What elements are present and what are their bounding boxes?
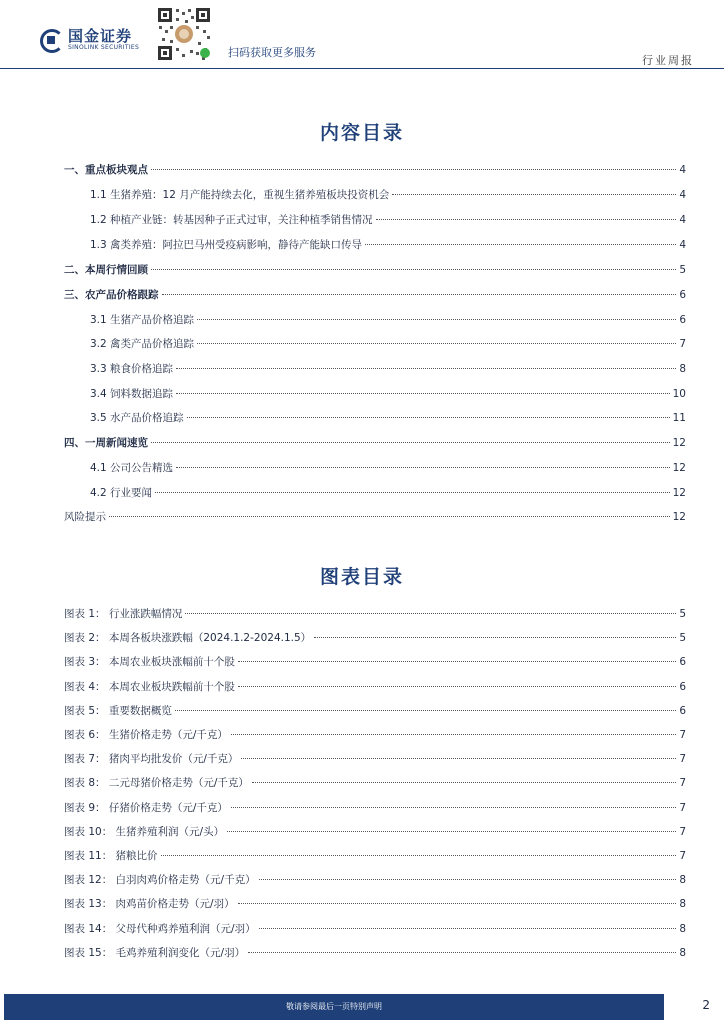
figure-leader-dots (238, 661, 676, 662)
toc-entry-label: 二、本周行情回顾 (64, 264, 148, 276)
toc-leader-dots (365, 244, 676, 245)
figure-entry-label: 图表 4： 本周农业板块跌幅前十个股 (64, 680, 235, 693)
toc-leader-dots (187, 417, 670, 418)
toc-leader-dots (176, 393, 670, 394)
toc-entry-label: 4.2 行业要闻 (90, 487, 153, 499)
toc-entry-page: 5 (679, 264, 686, 276)
figure-entry[interactable] (64, 751, 686, 766)
contents-title: 内容目录 (319, 122, 404, 144)
toc-leader-dots (197, 343, 676, 344)
figure-leader-dots (241, 758, 676, 759)
toc-leader-dots (176, 467, 670, 468)
toc-entry-label: 风险提示 (64, 511, 106, 523)
toc-entry-label: 4.1 公司公告精选 (90, 462, 174, 474)
toc-entry-page: 8 (679, 363, 686, 375)
figure-entry-page: 6 (679, 704, 686, 717)
figure-entry[interactable] (64, 824, 686, 839)
header-divider (0, 68, 724, 69)
figure-entry-page: 8 (679, 922, 686, 935)
figure-entry-page: 8 (679, 946, 686, 959)
figure-entry[interactable] (64, 921, 686, 936)
figure-entry-label: 图表 3： 本周农业板块涨幅前十个股 (64, 656, 235, 669)
figure-entry-label: 图表 8： 二元母猪价格走势（元/千克） (64, 777, 249, 790)
figure-entry-label: 图表 11： 猪粮比价 (64, 850, 158, 862)
toc-entry-page: 4 (679, 214, 686, 226)
toc-entry-label: 3.1 生猪产品价格追踪 (90, 314, 195, 326)
figure-entry[interactable] (64, 703, 686, 718)
figure-entry[interactable] (64, 606, 686, 621)
toc-entry-page: 4 (679, 189, 686, 201)
figure-entry-page: 7 (679, 753, 686, 766)
footer-disclaimer: 敬请参阅最后一页特别声明 (286, 1002, 382, 1011)
figure-entry-page: 7 (679, 825, 686, 838)
toc-entry-label: 四、一周新闻速览 (64, 437, 148, 449)
figure-entry-label: 图表 7： 猪肉平均批发价（元/千克） (64, 753, 239, 766)
figure-entry[interactable] (64, 945, 686, 960)
report-type: 行业周报 (642, 54, 694, 67)
toc-entry-page: 11 (672, 412, 686, 424)
figure-leader-dots (175, 710, 676, 711)
toc-leader-dots (151, 442, 670, 443)
toc-entry-label: 3.3 粮食价格追踪 (90, 363, 174, 375)
figure-entry-page: 8 (679, 898, 686, 911)
toc-entry-page: 12 (672, 487, 686, 499)
toc-entry[interactable] (90, 410, 686, 425)
figure-leader-dots (231, 734, 676, 735)
toc-entry[interactable] (90, 212, 686, 227)
toc-leader-dots (109, 516, 670, 517)
toc-entry-label: 三、农产品价格跟踪 (64, 289, 159, 301)
logo-name-en: SINOLINK SECURITIES (68, 44, 140, 51)
toc-entry[interactable] (90, 485, 686, 500)
figure-entry[interactable] (64, 848, 686, 863)
figure-entry-page: 7 (679, 729, 686, 741)
toc-entry-label: 1.2 种植产业链：转基因种子正式过审，关注种植季销售情况 (90, 214, 373, 226)
figure-entry-page: 6 (679, 656, 686, 669)
toc-entry-page: 7 (679, 338, 686, 350)
toc-entry-label: 一、重点板块观点 (64, 164, 148, 176)
figure-entry-page: 5 (679, 632, 686, 645)
figure-entry-label: 图表 9： 仔猪价格走势（元/千克） (64, 801, 228, 814)
figure-leader-dots (238, 686, 676, 687)
figure-leader-dots (227, 831, 676, 832)
toc-entry[interactable] (64, 287, 686, 302)
figure-entry-page: 8 (679, 874, 686, 887)
logo-name-cn: 国金证券 (68, 27, 133, 45)
toc-entry[interactable] (90, 187, 686, 202)
figure-entry-label: 图表 15： 毛鸡养殖利润变化（元/羽） (64, 946, 246, 959)
figure-entry[interactable] (64, 630, 686, 645)
toc-leader-dots (155, 492, 670, 493)
figure-entry[interactable] (64, 727, 686, 742)
toc-entry[interactable] (90, 361, 686, 376)
toc-entry[interactable] (90, 460, 686, 475)
toc-entry-label: 3.5 水产品价格追踪 (90, 412, 184, 424)
figure-entry-label: 图表 14： 父母代种鸡养殖利润（元/羽） (64, 922, 256, 935)
toc-entry-page: 6 (679, 314, 686, 326)
toc-entry-label: 3.2 禽类产品价格追踪 (90, 338, 195, 350)
logo-icon (40, 29, 62, 51)
figure-leader-dots (252, 782, 676, 783)
figure-entry[interactable] (64, 896, 686, 911)
figure-leader-dots (314, 637, 676, 638)
toc-leader-dots (162, 294, 677, 295)
toc-entry-page: 12 (672, 462, 686, 474)
toc-entry-page: 4 (679, 164, 686, 176)
toc-entry[interactable] (90, 312, 686, 327)
toc-leader-dots (392, 194, 676, 195)
company-logo (40, 28, 139, 52)
toc-entry-page: 10 (672, 388, 686, 400)
toc-leader-dots (197, 319, 676, 320)
toc-leader-dots (151, 169, 676, 170)
toc-entry-page: 12 (672, 511, 686, 523)
toc-entry[interactable] (90, 336, 686, 351)
figure-entry-page: 6 (679, 680, 686, 693)
figure-leader-dots (185, 613, 676, 614)
toc-entry[interactable] (90, 386, 686, 401)
toc-entry-page: 12 (672, 437, 686, 449)
qr-caption: 扫码获取更多服务 (228, 46, 316, 59)
figures-title: 图表目录 (319, 566, 404, 588)
toc-entry[interactable] (64, 435, 686, 450)
toc-entry[interactable] (64, 162, 686, 177)
figure-entry-label: 图表 1： 行业涨跌幅情况 (64, 608, 183, 620)
figure-entry-page: 5 (679, 608, 686, 620)
toc-entry-label: 1.1 生猪养殖：12 月产能持续去化，重视生猪养殖板块投资机会 (90, 189, 390, 201)
toc-entry[interactable] (64, 509, 686, 524)
figure-leader-dots (161, 855, 677, 856)
figure-leader-dots (248, 952, 676, 953)
figure-leader-dots (259, 879, 677, 880)
figure-leader-dots (259, 928, 677, 929)
figure-entry[interactable] (64, 654, 686, 669)
page-number: 2 (702, 998, 710, 1012)
figure-leader-dots (238, 903, 677, 904)
figure-leader-dots (231, 807, 676, 808)
figure-entry-page: 7 (679, 777, 686, 790)
figure-entry-label: 图表 2： 本周各板块涨跌幅（2024.1.2-2024.1.5） (64, 632, 312, 645)
figure-entry-label: 图表 12： 白羽肉鸡价格走势（元/千克） (64, 874, 256, 887)
figure-entry-label: 图表 6： 生猪价格走势（元/千克） (64, 729, 228, 741)
toc-leader-dots (376, 219, 677, 220)
figure-entry-page: 7 (679, 850, 686, 862)
figure-entry[interactable] (64, 872, 686, 887)
toc-entry-page: 4 (679, 239, 686, 251)
toc-leader-dots (151, 269, 676, 270)
figure-entry-label: 图表 13： 肉鸡苗价格走势（元/羽） (64, 898, 235, 911)
toc-entry-label: 1.3 禽类养殖：阿拉巴马州受疫病影响，静待产能缺口传导 (90, 239, 363, 251)
figure-entry-page: 7 (679, 801, 686, 814)
figure-entry[interactable] (64, 800, 686, 815)
figure-entry-label: 图表 5： 重要数据概览 (64, 704, 172, 717)
figure-entry[interactable] (64, 679, 686, 694)
toc-entry-label: 3.4 饲料数据追踪 (90, 388, 174, 400)
toc-entry-page: 6 (679, 289, 686, 301)
toc-entry[interactable] (64, 262, 686, 277)
toc-leader-dots (176, 368, 676, 369)
figure-entry-label: 图表 10： 生猪养殖利润（元/头） (64, 825, 225, 838)
figure-entry[interactable] (64, 775, 686, 790)
toc-entry[interactable] (90, 237, 686, 252)
qr-code-icon[interactable] (156, 6, 212, 62)
page-header (0, 0, 724, 70)
